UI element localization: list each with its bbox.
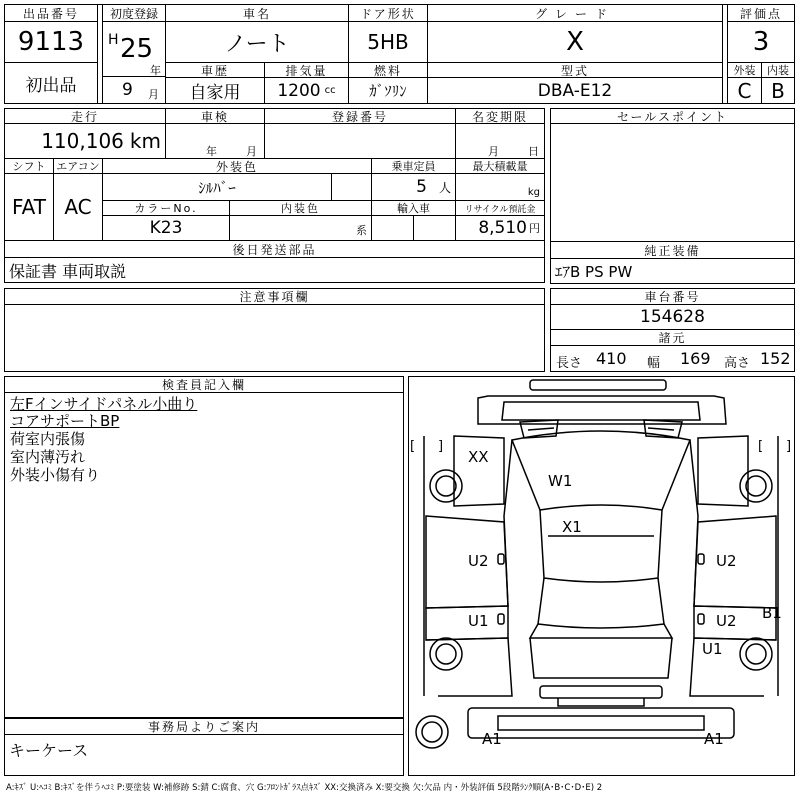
mark-xx: XX <box>468 448 489 466</box>
recycle-box <box>455 215 545 241</box>
history: 自家用 <box>165 77 265 104</box>
mark-a1-left: A1 <box>482 730 502 748</box>
door-label: ドア形状 <box>348 4 428 22</box>
mark-u1-right: U1 <box>702 640 723 658</box>
bracket-left-open: [ <box>410 439 416 454</box>
reg-year-unit: 年 <box>150 64 161 77</box>
mark-u2-right-front: U2 <box>716 552 737 570</box>
office-body <box>4 734 404 776</box>
ext-color: ｼﾙﾊﾞｰ <box>102 173 332 201</box>
reg-month-unit: 月 <box>148 88 159 101</box>
name-change-day-unit: 日 <box>528 145 539 158</box>
int-color-label: 内装色 <box>229 200 372 216</box>
displacement-label: 排気量 <box>264 62 349 78</box>
shift-label: シフト <box>4 158 54 174</box>
chassis-label: 車台番号 <box>550 288 795 305</box>
score-label: 評価点 <box>727 4 795 22</box>
dims-box <box>550 345 795 372</box>
grade-label: グレード <box>427 4 723 22</box>
color-no: K23 <box>102 215 230 241</box>
max-load-label: 最大積載量 <box>455 158 545 174</box>
displacement-unit: cc <box>324 85 336 96</box>
chassis: 154628 <box>550 304 795 330</box>
lot-no: 9113 <box>4 21 98 63</box>
sales-point-label: セールスポイント <box>550 108 795 124</box>
legend: A:ｷｽﾞ U:ﾍｺﾐ B:ｷｽﾞを伴うﾍｺﾐ P:要塗装 W:補修跡 S:錆 C:腐食、穴 G:ﾌﾛﾝﾄｶﾞﾗｽ点ｷｽﾞ XX:交換済み X:要交換 欠:欠品 内・外装評価 5段階ﾗﾝｸ順(A･B･C･D･E) 2 <box>6 783 603 793</box>
model: DBA-E12 <box>427 77 723 104</box>
delivery: 保証書 車両取説 <box>4 257 545 283</box>
mark-b1: B1 <box>762 604 782 622</box>
delivery-label: 後日発送部品 <box>4 240 545 258</box>
recycle-unit: 円 <box>529 222 540 235</box>
capacity: 5 <box>416 177 427 197</box>
inspection-label: 車検 <box>165 108 265 124</box>
max-load-unit: kg <box>527 187 540 198</box>
max-load-box <box>455 173 545 201</box>
length: 410 <box>596 349 627 368</box>
model-label: 型式 <box>427 62 723 78</box>
height-label: 高さ <box>724 356 751 371</box>
ac-label: エアコン <box>53 158 103 174</box>
displacement: 1200 <box>277 80 321 101</box>
remark-line-5: 外装小傷有り <box>10 466 101 484</box>
mileage-unit: km <box>129 129 161 153</box>
bracket-left-close: ] <box>438 439 444 454</box>
caution-body <box>4 304 545 372</box>
office-label: 事務局よりご案内 <box>4 718 404 735</box>
mileage: 110,106 <box>41 129 124 153</box>
reg-month: 9 <box>122 80 133 100</box>
first-reg-label: 初度登録 <box>102 4 166 22</box>
car-name: ノート <box>165 21 349 63</box>
inspector-label: 検査員記入欄 <box>4 376 404 393</box>
mark-a1-right: A1 <box>704 730 724 748</box>
color-no-label: カラーNo. <box>102 200 230 216</box>
capacity-box <box>371 173 456 201</box>
name-change-label: 名変期限 <box>455 108 545 124</box>
width: 169 <box>680 349 711 368</box>
import-label: 輸入車 <box>371 200 456 216</box>
interior-grade: B <box>761 77 795 104</box>
remark-line-2: コアサポートBP <box>10 412 120 430</box>
length-label: 長さ <box>556 356 583 371</box>
exterior-label: 外装 <box>727 62 762 78</box>
ext-color-extra <box>331 173 372 201</box>
door: 5HB <box>348 21 428 63</box>
fuel-label: 燃料 <box>348 62 428 78</box>
mark-u1-left: U1 <box>468 612 489 630</box>
import-box-2 <box>413 215 456 241</box>
inspection-month-unit: 月 <box>246 145 257 158</box>
mark-x1: X1 <box>562 518 582 536</box>
reg-year: 25 <box>120 34 154 64</box>
shift: FAT <box>4 173 54 241</box>
int-color-box <box>229 215 372 241</box>
mileage-box <box>4 123 166 159</box>
lot-no-label: 出品番号 <box>4 4 98 22</box>
reg-no <box>264 123 456 159</box>
mark-w1: W1 <box>548 472 573 490</box>
sales-point <box>550 123 795 242</box>
capacity-unit: 人 <box>438 180 451 195</box>
car-diagram <box>408 376 795 776</box>
dims-label: 諸元 <box>550 329 795 346</box>
reg-no-label: 登録番号 <box>264 108 456 124</box>
ext-color-label: 外装色 <box>102 158 372 174</box>
recycle-label: リサイクル預託金 <box>455 200 545 216</box>
history-label: 車歴 <box>165 62 265 78</box>
import-box-1 <box>371 215 414 241</box>
remark-line-3: 荷室内張傷 <box>10 430 86 448</box>
remark-line-1: 左Fインサイドパネル小曲り <box>10 395 198 413</box>
displacement-box <box>264 77 349 104</box>
recycle: 8,510 <box>478 218 527 238</box>
office-text: キーケース <box>9 741 89 760</box>
bracket-right-close: ] <box>786 439 792 454</box>
first-listing: 初出品 <box>4 62 98 104</box>
equipment: ｴｱB PS PW <box>550 258 795 284</box>
mark-u2-right-rear: U2 <box>716 612 737 630</box>
inspection-year-unit: 年 <box>206 145 217 158</box>
mark-u2-left: U2 <box>468 552 489 570</box>
int-color-unit: 系 <box>356 224 367 237</box>
grade: X <box>427 21 723 63</box>
fuel: ｶﾞｿﾘﾝ <box>348 77 428 104</box>
car-name-label: 車名 <box>165 4 349 22</box>
remark-line-4: 室内薄汚れ <box>10 448 86 466</box>
name-change-month-unit: 月 <box>488 145 499 158</box>
equipment-label: 純正装備 <box>550 241 795 259</box>
height: 152 <box>760 349 791 368</box>
era: H <box>108 32 119 48</box>
mileage-label: 走行 <box>4 108 166 124</box>
bracket-right-open: [ <box>758 439 764 454</box>
capacity-label: 乗車定員 <box>371 158 456 174</box>
interior-label: 内装 <box>761 62 795 78</box>
ac: AC <box>53 173 103 241</box>
score: 3 <box>727 21 795 63</box>
width-label: 幅 <box>647 356 661 371</box>
exterior-grade: C <box>727 77 762 104</box>
caution-label: 注意事項欄 <box>4 288 545 305</box>
